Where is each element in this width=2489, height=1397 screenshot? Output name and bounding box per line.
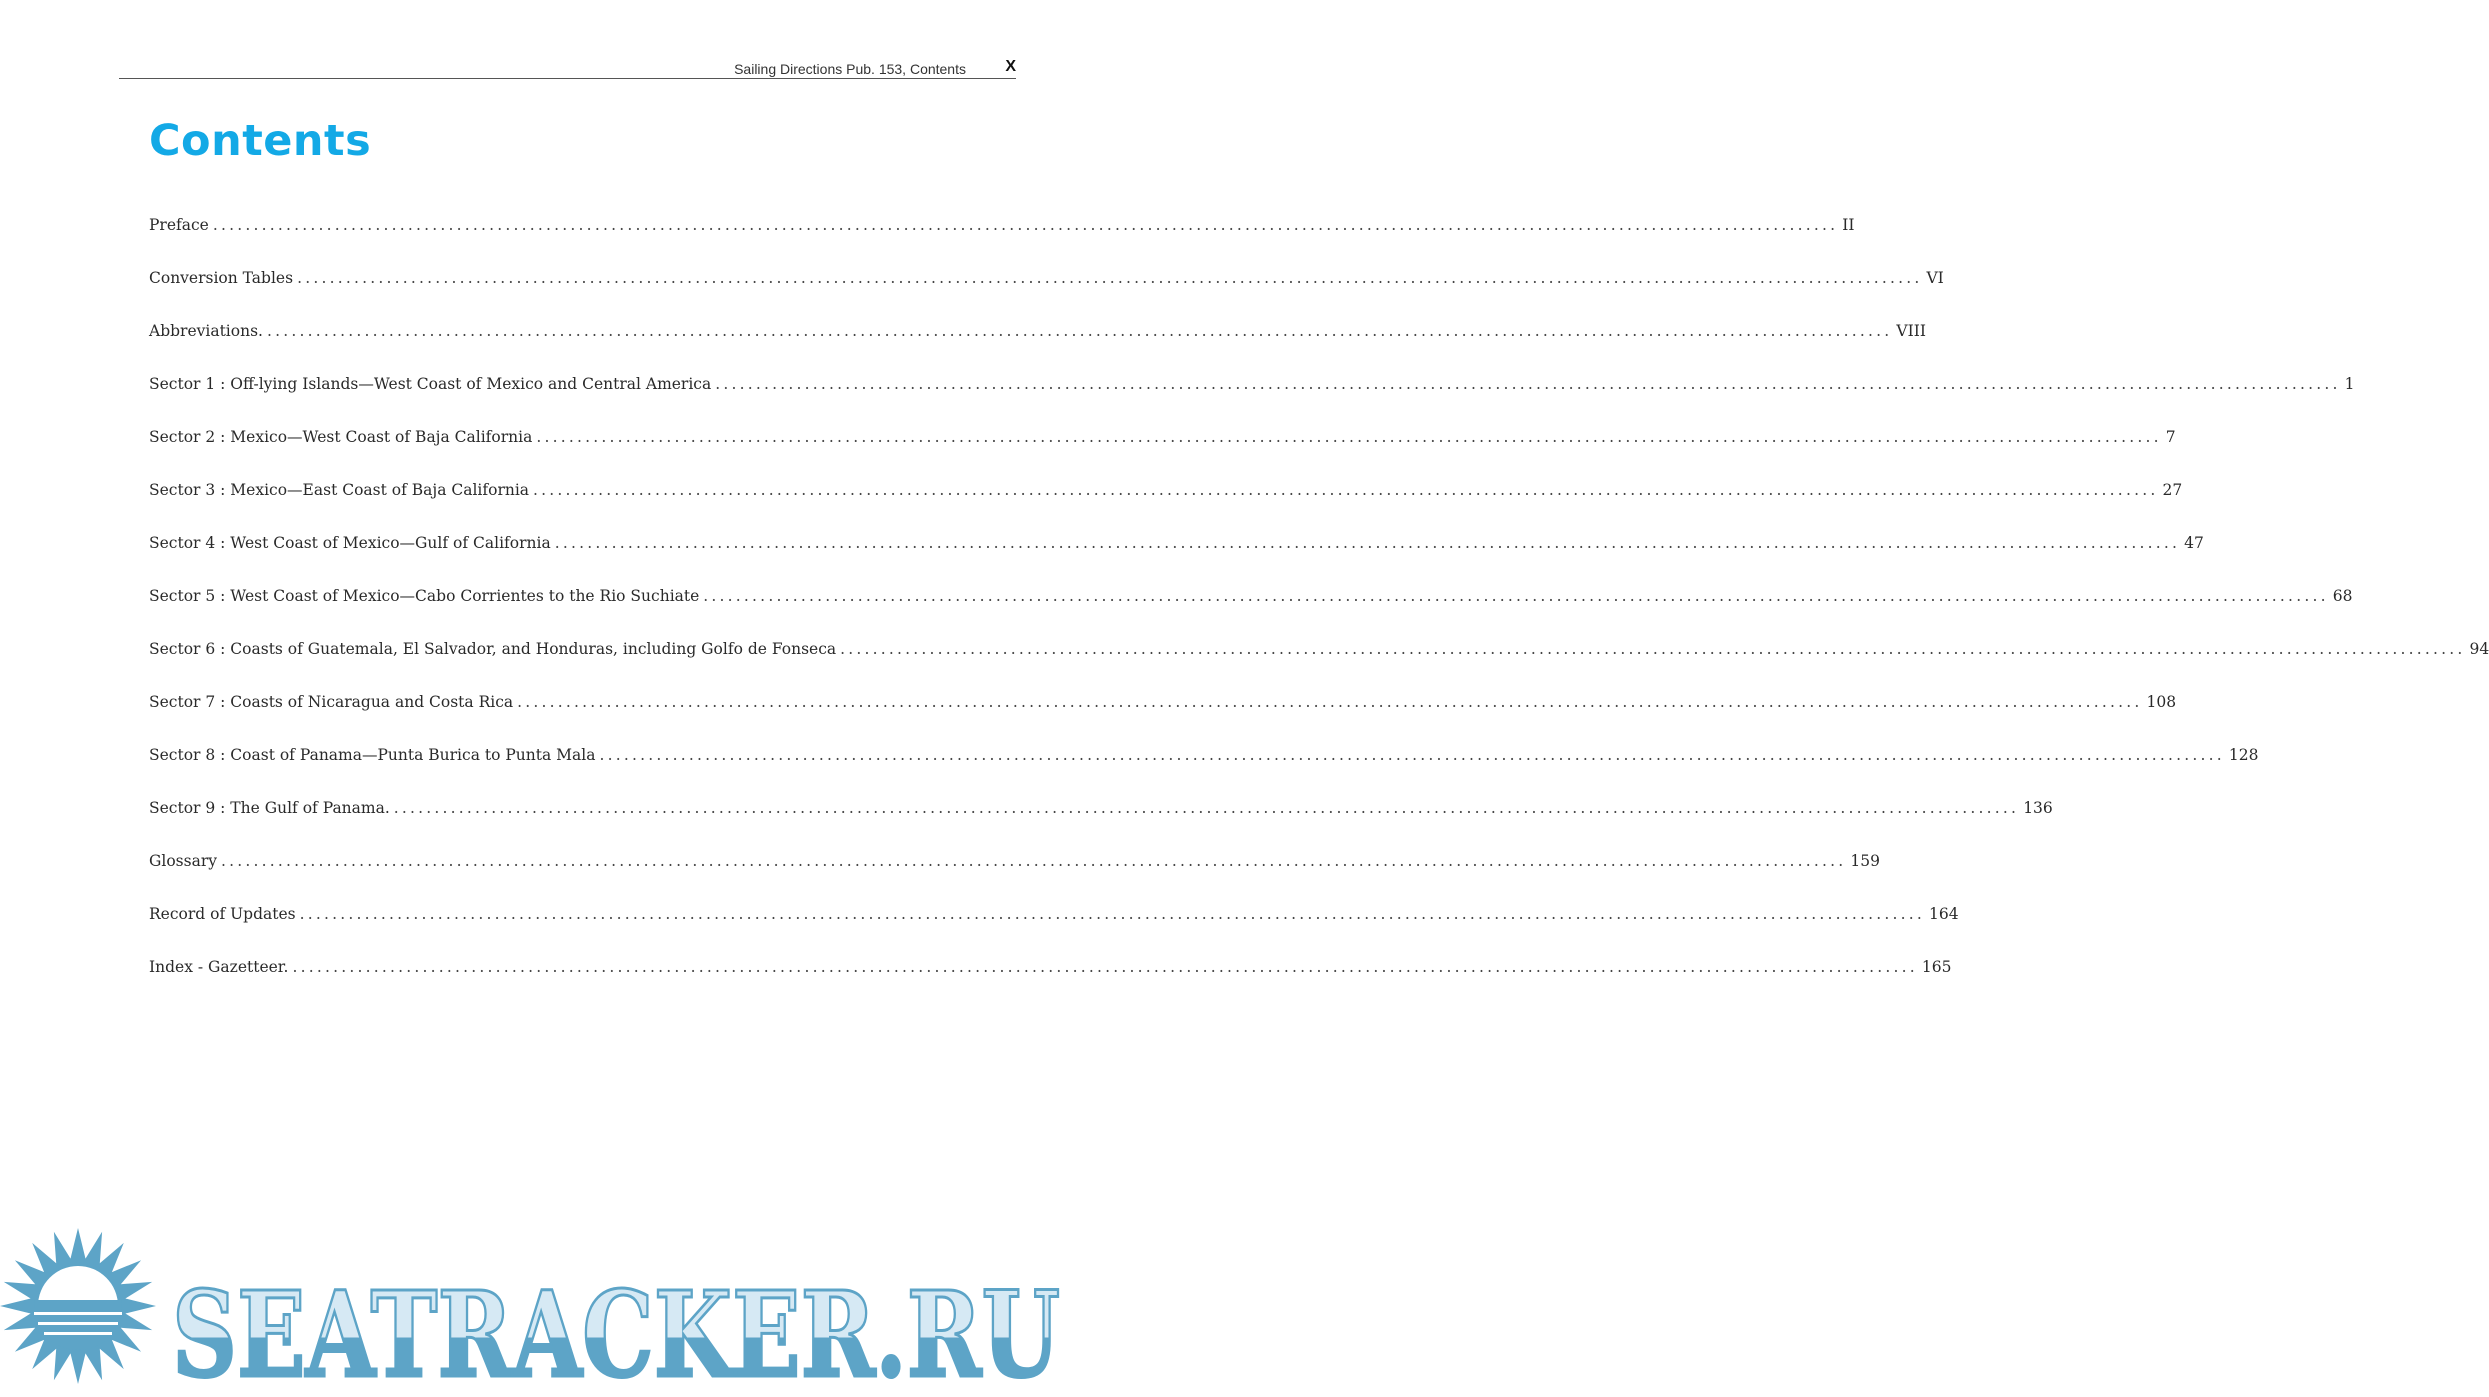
toc-entry[interactable] [149,693,2177,746]
running-header [119,58,1016,79]
toc-entry[interactable] [149,216,1855,269]
toc-entry[interactable] [149,958,1952,1011]
toc-entry-label: Glossary [149,852,217,870]
toc-entry-page: 164 [1929,905,1959,923]
watermark [0,1238,1080,1397]
toc-entry-label: Abbreviations. [149,322,263,340]
toc-entry[interactable] [149,428,2176,481]
toc-entry-page: VI [1926,269,1944,287]
toc-leader-dots: ........................................................................................................................................................................................................ [292,958,1918,976]
toc-entry-page: 94 [2469,640,2489,658]
toc-entry-page: 108 [2146,693,2177,711]
toc-entry-label: Sector 4 : West Coast of Mexico—Gulf of California [149,534,551,552]
toc-entry-label: Sector 5 : West Coast of Mexico—Cabo Corrientes to the Rio Suchiate [149,587,700,605]
toc-leader-dots: ........................................................................................................................................................................................................ [266,322,1893,340]
toc-entry-label: Conversion Tables [149,269,294,287]
toc-leader-dots: ........................................................................................................................................................................................................ [703,587,2329,605]
toc-leader-dots: ........................................................................................................................................................................................................ [554,534,2181,552]
toc-entry-page: 47 [2184,534,2204,552]
toc-entry-label: Preface [149,216,209,234]
toc-leader-dots: ........................................................................................................................................................................................................ [393,799,2020,817]
toc-leader-dots: ........................................................................................................................................................................................................ [221,852,1847,870]
toc-entry[interactable] [149,375,2355,428]
toc-entry[interactable] [149,534,2204,587]
toc-leader-dots: ........................................................................................................................................................................................................ [599,746,2225,764]
toc-leader-dots: ........................................................................................................................................................................................................ [536,428,2162,446]
toc-leader-dots: ........................................................................................................................................................................................................ [212,216,1839,234]
running-header-title: Sailing Directions Pub. 153, Contents [734,61,966,77]
toc-entry-label: Sector 6 : Coasts of Guatemala, El Salvador, and Honduras, including Golfo de Fonseca [149,640,837,658]
toc-entry[interactable] [149,322,1926,375]
toc-entry[interactable] [149,746,2259,799]
toc-entry-page: 27 [2162,481,2183,499]
toc-leader-dots: ........................................................................................................................................................................................................ [297,269,1923,287]
table-of-contents [149,216,2489,1011]
toc-leader-dots: ........................................................................................................................................................................................................ [533,481,2159,499]
toc-entry-label: Sector 1 : Off-lying Islands—West Coast of Mexico and Central America [149,375,712,393]
toc-entry-label: Sector 9 : The Gulf of Panama. [149,799,390,817]
toc-entry-page: 136 [2023,799,2053,817]
toc-entry[interactable] [149,905,1959,958]
page-number: X [1005,58,1016,75]
toc-entry[interactable] [149,587,2353,640]
watermark-text: SEATRACKER.RU [172,1265,1060,1397]
toc-entry-page: VIII [1896,322,1926,340]
toc-leader-dots: ........................................................................................................................................................................................................ [299,905,1926,923]
toc-entry-label: Sector 8 : Coast of Panama—Punta Burica to Punta Mala [149,746,596,764]
toc-entry-label: Sector 3 : Mexico—East Coast of Baja California [149,481,530,499]
toc-leader-dots: ........................................................................................................................................................................................................ [517,693,2143,711]
toc-entry-page: 1 [2344,375,2355,393]
toc-entry-label: Index - Gazetteer. [149,958,289,976]
toc-entry[interactable] [149,852,1880,905]
toc-entry[interactable] [149,640,2489,693]
toc-leader-dots: ........................................................................................................................................................................................................ [840,640,2466,658]
toc-entry[interactable] [149,481,2183,534]
toc-entry-page: 128 [2228,746,2259,764]
toc-entry[interactable] [149,799,2053,852]
page-title: Contents [149,116,372,166]
toc-entry-page: II [1842,216,1855,234]
sun-icon [0,1228,156,1384]
toc-entry[interactable] [149,269,1944,322]
toc-entry-page: 68 [2332,587,2353,605]
toc-entry-label: Record of Updates [149,905,296,923]
toc-entry-label: Sector 7 : Coasts of Nicaragua and Costa Rica [149,693,514,711]
toc-entry-page: 159 [1850,852,1880,870]
toc-leader-dots: ........................................................................................................................................................................................................ [715,375,2341,393]
toc-entry-page: 165 [1921,958,1952,976]
toc-entry-page: 7 [2165,428,2176,446]
toc-entry-label: Sector 2 : Mexico—West Coast of Baja California [149,428,533,446]
